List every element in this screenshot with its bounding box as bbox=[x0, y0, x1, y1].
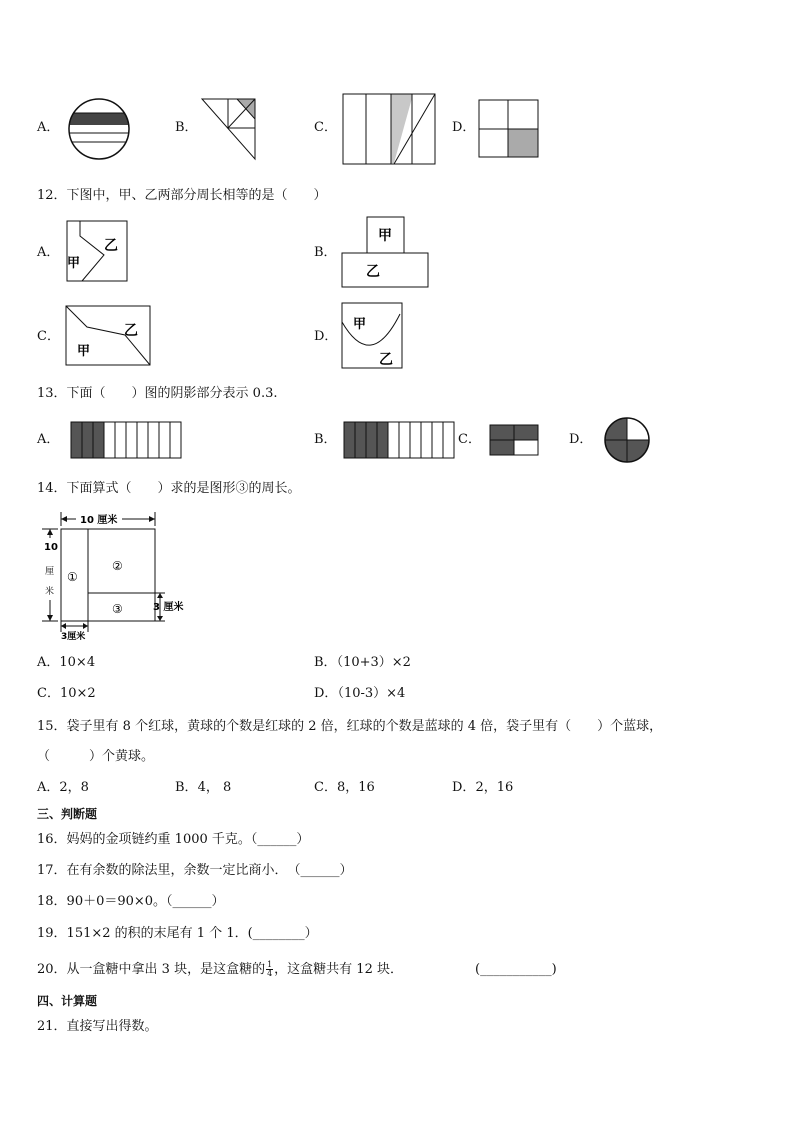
q14-region-2: ② bbox=[112, 559, 123, 573]
section-4-title: 四、计算题 bbox=[37, 994, 98, 1008]
q13-b-strip-cell bbox=[355, 422, 366, 458]
q15-stem-line-2: （ ）个黄球。 bbox=[37, 749, 155, 764]
q13-b-strip-cell bbox=[432, 422, 443, 458]
q14-top-dimension: 10 厘米 bbox=[80, 515, 118, 526]
q20-fraction-denominator: 4 bbox=[267, 969, 273, 978]
q13-a-strip-cell bbox=[104, 422, 115, 458]
q16-text: 16．妈妈的金项链约重 1000 千克。（______） bbox=[37, 832, 310, 847]
q14-region-3: ③ bbox=[112, 602, 123, 616]
q12-b-part-jia: 甲 bbox=[378, 228, 392, 244]
q15-option-b-label: B． bbox=[175, 780, 198, 795]
q13-option-a-label[interactable]: A． bbox=[37, 432, 60, 447]
q18-text: 18．90＋0＝90×0。（______） bbox=[37, 894, 225, 909]
q14-left-dimension-value: 10 bbox=[44, 542, 58, 553]
q12-option-d-label[interactable]: D． bbox=[314, 329, 338, 344]
q13-a-strip-cell bbox=[71, 422, 82, 458]
q12-b-part-yi: 乙 bbox=[366, 264, 380, 280]
q14-stem: 14．下面算式（ ）求的是图形③的周长。 bbox=[37, 481, 301, 496]
q15-option-d-text: 2，16 bbox=[475, 780, 514, 795]
q11-option-a-figure bbox=[67, 98, 131, 160]
q13-b-strip-cell bbox=[344, 422, 355, 458]
q14-option-a-text: 10×4 bbox=[59, 655, 96, 670]
q12-option-b-label[interactable]: B． bbox=[314, 245, 337, 260]
q13-option-d-label[interactable]: D． bbox=[569, 432, 593, 447]
q12-option-c-label[interactable]: C． bbox=[37, 329, 60, 344]
q12-a-part-jia: 甲 bbox=[67, 256, 81, 271]
q14-option-d-label: D． bbox=[314, 686, 338, 701]
q11-option-c-label[interactable]: C． bbox=[314, 120, 337, 135]
q15-stem-line-1: 15．袋子里有 8 个红球，黄球的个数是红球的 2 倍，红球的个数是蓝球的 4 倍，袋子里有（ ）个蓝球， bbox=[37, 719, 663, 734]
q13-option-b-figure bbox=[343, 420, 455, 460]
q13-b-strip-cell bbox=[421, 422, 432, 458]
q12-option-c-figure bbox=[65, 305, 153, 367]
q20-text bbox=[37, 961, 403, 978]
section-3-title: 三、判断题 bbox=[37, 807, 98, 821]
q20-text-after: ，这盒糖共有 12 块． bbox=[274, 962, 403, 977]
q15-option-c[interactable] bbox=[314, 780, 375, 796]
q13-a-strip-cell bbox=[82, 422, 93, 458]
q12-c-part-yi: 乙 bbox=[124, 323, 138, 339]
q13-b-strip-cell bbox=[443, 422, 454, 458]
q14-option-c-label: C． bbox=[37, 686, 60, 701]
q14-option-a-label: A． bbox=[37, 655, 60, 670]
q11-option-d-figure bbox=[478, 99, 540, 159]
q13-b-strip-cell bbox=[366, 422, 377, 458]
q13-a-strip-cell bbox=[126, 422, 137, 458]
q13-option-b-label[interactable]: B． bbox=[314, 432, 337, 447]
q14-option-d-text: （10-3）×4 bbox=[337, 686, 406, 701]
q13-a-strip-cell bbox=[93, 422, 104, 458]
q13-a-strip-cell bbox=[170, 422, 181, 458]
q12-option-a-label[interactable]: A． bbox=[37, 245, 60, 260]
q21-text: 21．直接写出得数。 bbox=[37, 1019, 158, 1034]
q20-text-before: 20．从一盒糖中拿出 3 块，是这盒糖的 bbox=[37, 962, 266, 977]
q14-left-dimension-unit-2: 米 bbox=[45, 587, 55, 597]
q14-option-c[interactable] bbox=[37, 686, 96, 702]
q12-d-part-jia: 甲 bbox=[353, 317, 367, 332]
q14-option-b-text: （10+3）×2 bbox=[336, 655, 411, 670]
q14-option-c-text: 10×2 bbox=[59, 686, 96, 701]
q15-option-b[interactable] bbox=[175, 780, 231, 796]
q11-option-c-figure bbox=[342, 93, 436, 165]
q13-a-strip-cell bbox=[148, 422, 159, 458]
q14-option-b[interactable] bbox=[314, 655, 411, 671]
q20-answer-blank[interactable]: (___________) bbox=[475, 962, 557, 977]
q15-option-a-text: 2，8 bbox=[59, 780, 89, 795]
q14-option-b-label: B． bbox=[314, 655, 337, 670]
q14-right-dimension: 3 厘米 bbox=[153, 602, 184, 613]
q13-b-strip-cell bbox=[377, 422, 388, 458]
q13-b-strip-cell bbox=[399, 422, 410, 458]
q15-option-b-text: 4， 8 bbox=[197, 780, 232, 795]
q20-fraction-numerator: 1 bbox=[267, 960, 273, 969]
q14-option-a[interactable] bbox=[37, 655, 95, 671]
q12-c-part-jia: 甲 bbox=[77, 344, 91, 359]
q12-stem: 12．下图中，甲、乙两部分周长相等的是（ ） bbox=[37, 188, 327, 203]
q13-b-strip-cell bbox=[388, 422, 399, 458]
q12-option-b-figure bbox=[341, 216, 431, 289]
q15-option-a[interactable] bbox=[37, 780, 89, 796]
q13-a-strip-cell bbox=[115, 422, 126, 458]
q15-option-d-label: D． bbox=[452, 780, 476, 795]
q15-option-d[interactable] bbox=[452, 780, 513, 796]
q14-left-dimension-unit-1: 厘 bbox=[45, 567, 55, 577]
q15-option-c-label: C． bbox=[314, 780, 337, 795]
q13-stem: 13．下面（ ）图的阴影部分表示 0.3. bbox=[37, 386, 278, 401]
q20-fraction bbox=[266, 961, 273, 978]
q15-option-a-label: A． bbox=[37, 780, 60, 795]
q13-b-strip-cell bbox=[410, 422, 421, 458]
q14-region-1: ① bbox=[67, 570, 78, 584]
q14-bottom-dimension: 3厘米 bbox=[61, 632, 86, 642]
q19-text: 19．151×2 的积的末尾有 1 个 1．(________） bbox=[37, 926, 318, 941]
q12-d-part-yi: 乙 bbox=[379, 352, 393, 368]
q17-text: 17．在有余数的除法里，余数一定比商小． （______） bbox=[37, 863, 353, 878]
q13-a-strip-cell bbox=[159, 422, 170, 458]
q13-a-strip-cell bbox=[137, 422, 148, 458]
q11-option-d-label[interactable]: D． bbox=[452, 120, 476, 135]
q13-option-c-figure bbox=[489, 424, 541, 458]
q11-option-a-label[interactable]: A． bbox=[37, 120, 60, 135]
q12-option-d-figure bbox=[341, 302, 405, 370]
q14-option-d[interactable] bbox=[314, 686, 405, 702]
q12-a-part-yi: 乙 bbox=[104, 238, 118, 254]
q12-option-a-figure bbox=[66, 220, 130, 284]
q15-option-c-text: 8，16 bbox=[336, 780, 375, 795]
q13-option-d-figure bbox=[604, 417, 652, 465]
q13-option-a-figure bbox=[70, 420, 182, 460]
q11-option-b-figure bbox=[200, 97, 258, 161]
q13-option-c-label[interactable]: C． bbox=[458, 432, 481, 447]
q11-option-b-label[interactable]: B． bbox=[175, 120, 198, 135]
q14-figure bbox=[40, 510, 195, 642]
